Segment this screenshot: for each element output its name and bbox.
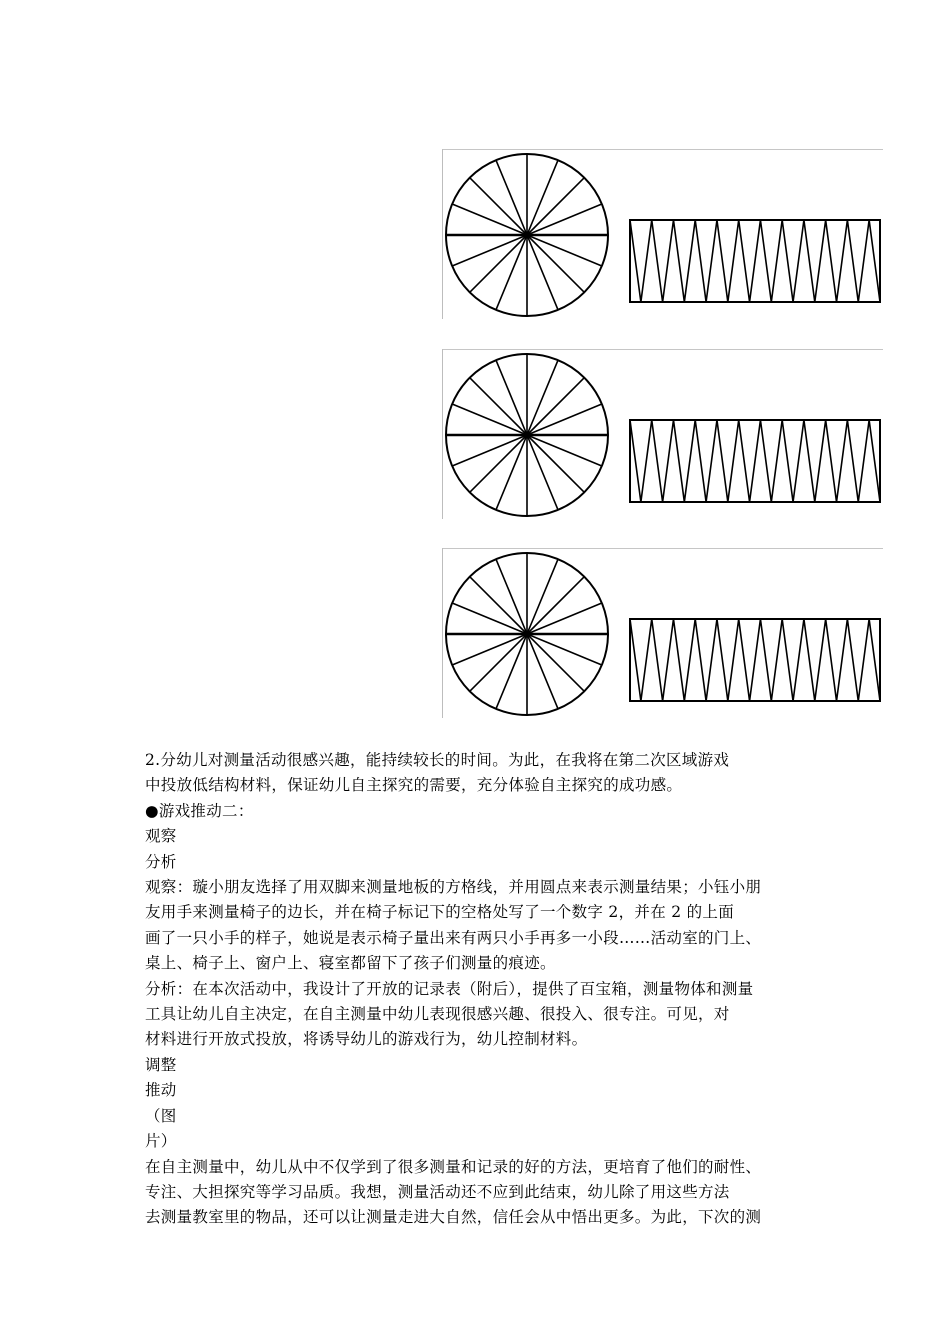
wheel-hub: [525, 632, 530, 637]
text-line: 调整: [145, 1055, 177, 1074]
text-line: 推动: [145, 1081, 177, 1100]
figure-drawing: [443, 149, 883, 319]
text-line: 友用手来测量椅子的边长，并在椅子标记下的空格处写了一个数字 2，并在 2 的上面: [145, 903, 735, 922]
wheel-spoke: [527, 378, 584, 435]
text-line: 专注、大担探究等学习品质。我想，测量活动还不应到此结束，幼儿除了用这些方法: [145, 1182, 730, 1201]
zigzag-line: [630, 420, 880, 502]
wheel-hub: [525, 433, 530, 438]
text-line: 观察：璇小朋友选择了用双脚来测量地板的方格线，并用圆点来表示测量结果；小钰小朋: [145, 878, 762, 897]
text-line: 分析：在本次活动中，我设计了开放的记录表（附后），提供了百宝箱，测量物体和测量: [145, 979, 754, 998]
wheel-spoke: [470, 577, 527, 634]
zigzag-line: [630, 619, 880, 701]
wheel-spoke: [527, 178, 584, 235]
text-line: 分析: [145, 852, 177, 871]
figure-3: [442, 548, 883, 718]
wheel-spoke: [527, 577, 584, 634]
text-line: 材料进行开放式投放，将诱导幼儿的游戏行为，幼儿控制材料。: [145, 1030, 588, 1049]
figure-2: [442, 349, 883, 519]
text-line: 观察: [145, 827, 177, 846]
text-line: 画了一只小手的样子，她说是表示椅子量出来有两只小手再多一小段……活动室的门上、: [145, 928, 762, 947]
text-line: 片）: [145, 1132, 177, 1151]
wheel-spoke: [470, 634, 527, 691]
wheel-spoke: [470, 378, 527, 435]
text-line: 在自主测量中，幼儿从中不仅学到了很多测量和记录的好的方法，更培育了他们的耐性、: [145, 1157, 762, 1176]
zigzag-line: [630, 220, 880, 302]
wheel-spoke: [470, 235, 527, 292]
text-line: 2.分幼儿对测量活动很感兴趣，能持续较长的时间。为此，在我将在第二次区域游戏: [145, 751, 730, 769]
text-line: 去测量教室里的物品，还可以让测量走进大自然，信任会从中悟出更多。为此，下次的测: [145, 1208, 762, 1227]
figure-1: [442, 149, 883, 319]
text-line: （图: [145, 1106, 177, 1125]
text-line: 中投放低结构材料，保证幼儿自主探究的需要，充分体验自主探究的成功感。: [145, 776, 683, 795]
figure-drawing: [443, 349, 883, 519]
wheel-spoke: [527, 435, 584, 492]
text-line: 工具让幼儿自主决定，在自主测量中幼儿表现很感兴趣、很投入、很专注。可见，对: [145, 1005, 730, 1024]
text-line: 桌上、椅子上、窗户上、寝室都留下了孩子们测量的痕迹。: [145, 954, 556, 973]
wheel-spoke: [527, 634, 584, 691]
wheel-spoke: [470, 435, 527, 492]
body-text: [145, 748, 845, 1231]
wheel-spoke: [470, 178, 527, 235]
text-line: ●游戏推动二：: [145, 801, 254, 820]
wheel-spoke: [527, 235, 584, 292]
figure-drawing: [443, 548, 883, 718]
wheel-hub: [525, 233, 530, 238]
